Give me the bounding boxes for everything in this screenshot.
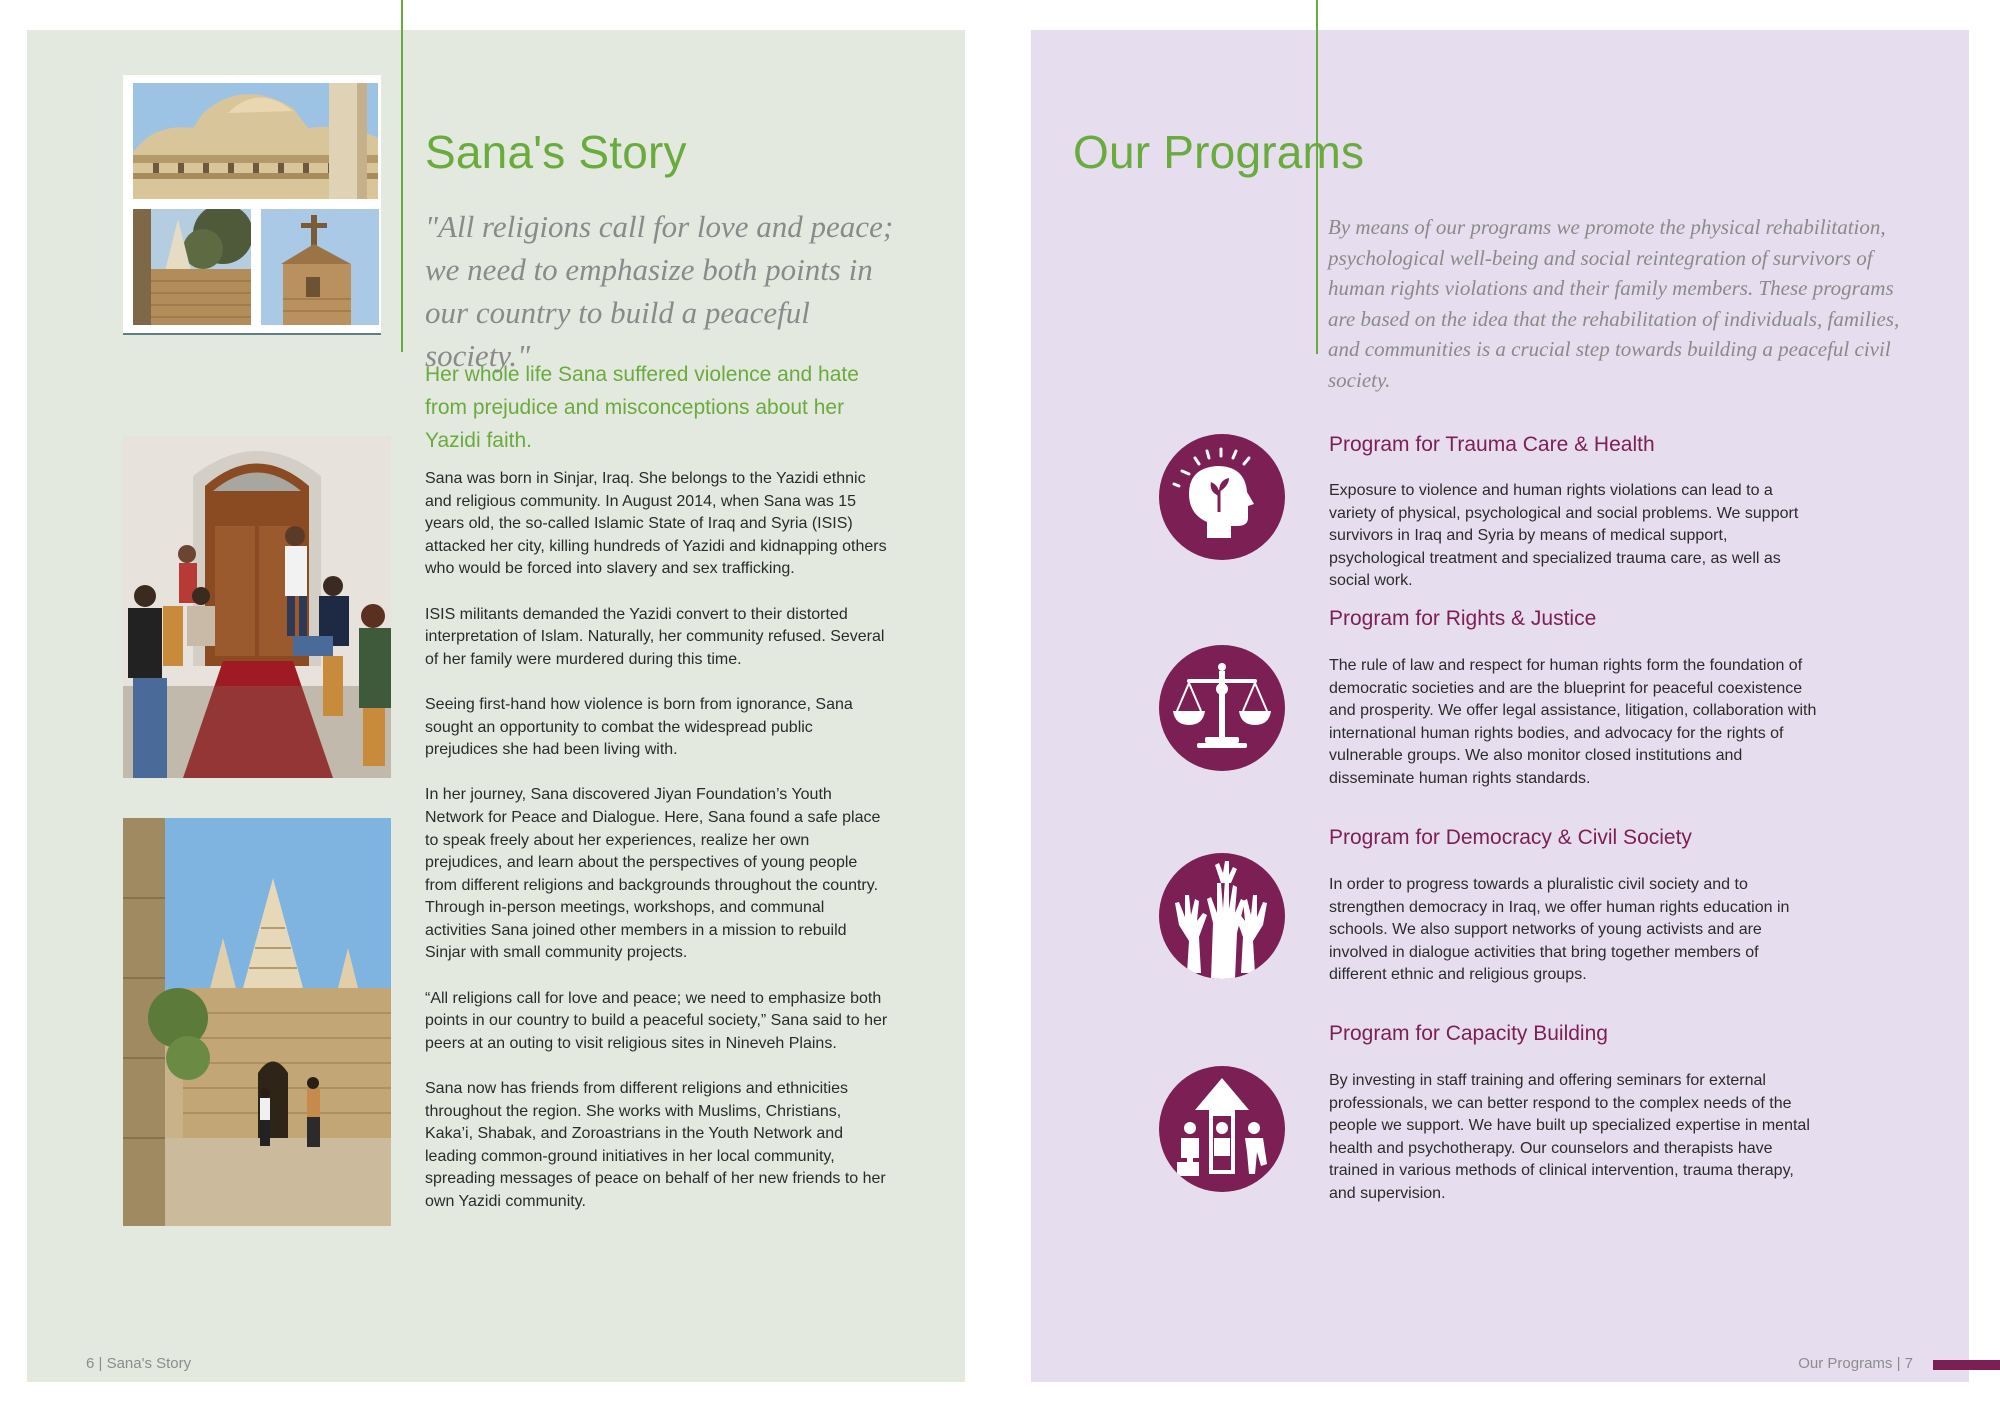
our-programs-title: Our Programs <box>1073 126 1365 178</box>
yazidi-temple-photo <box>123 818 391 1226</box>
head-sprout-icon <box>1159 434 1285 560</box>
program-text-capacity-building: By investing in staff training and offering seminars for external professionals, we can better respond to the complex needs of the people we support. We have built up specialized expertise in mental health and psychotherapy. Our counselors and therapists have trained in various methods of clinical intervention, trauma therapy, and supervision. <box>1329 1072 1810 1202</box>
program-title-capacity-building: Program for Capacity Building <box>1329 1022 1608 1045</box>
mosque-dome-photo <box>133 83 378 199</box>
scales-icon <box>1159 645 1285 771</box>
story-paragraph: Seeing first-hand how violence is born from ignorance, Sana sought an opportunity to combat the widespread public prejudices she had been living with. <box>425 695 853 759</box>
sanas-story-title: Sana's Story <box>425 126 687 178</box>
program-text-rights-justice: The rule of law and respect for human rights form the foundation of democratic societies and are the blueprint for peaceful coexistence and prosperity. We offer legal assistance, litigation, collaboration with international human rights bodies, and advocacy for the rights of vulnerable groups. We also monitor closed institutions and disseminate human rights standards. <box>1329 657 1817 787</box>
story-paragraph: ISIS militants demanded the Yazidi convert to their distorted interpretation of Islam. Naturally, her community refused. Several of her family were murdered during this time. <box>425 605 885 668</box>
story-paragraph: “All religions call for love and peace; we need to emphasize both points in our country to build a peaceful society,” Sana said to her peers at an outing to visit religious sites in Nineveh Plains. <box>425 989 888 1052</box>
left-page-footer: 6 | Sana's Story <box>86 1355 192 1372</box>
program-title-rights-justice: Program for Rights & Justice <box>1329 607 1597 630</box>
program-title-democracy: Program for Democracy & Civil Society <box>1329 826 1692 849</box>
left-divider-line <box>401 0 403 352</box>
program-text-democracy: In order to progress towards a pluralistic civil society and to strengthen democracy in Iraq, we offer human rights education in schools. We also support networks of young activists and are involved in dialogue activities that bring together members of different ethnic and religious groups. <box>1329 876 1790 984</box>
footer-accent-bar <box>1933 1360 2000 1370</box>
program-text-trauma-care: Exposure to violence and human rights violations can lead to a variety of physical, psychological and social problems. We support survivors in Iraq and Syria by means of medical support, psychological treatment and specialized trauma care, as well as social work. <box>1329 482 1799 590</box>
story-paragraph: In her journey, Sana discovered Jiyan Foundation’s Youth Network for Peace and Dialogue. Here, Sana found a safe place to speak freely about her experiences, realize her own prejudices, and learn about the perspectives of young people from different religions and backgrounds throughout the country. Through in-person meetings, workshops, and communal activities Sana joined other members in a mission to rebuild Sinjar with small community projects. <box>425 786 881 962</box>
church-cross-photo <box>261 209 379 325</box>
story-body <box>425 468 890 1236</box>
story-paragraph: Sana was born in Sinjar, Iraq. She belongs to the Yazidi ethnic and religious community. In August 2014, when Sana was 15 years old, the so-called Islamic State of Iraq and Syria (ISIS) attacked her city, killing hundreds of Yazidi and kidnapping others who would be forced into slavery and sex trafficking. <box>425 470 887 578</box>
story-pull-quote: "All religions call for love and peace; we need to emphasize both points in our country to build a peaceful society." <box>425 209 894 373</box>
story-paragraph: Sana now has friends from different religions and ethnicities throughout the region. She works with Muslims, Christians, Kaka’i, Shabak, and Zoroastrians in the Youth Network and leading common-ground initiatives in her local community, spreading messages of peace on behalf of her new friends to her own Yazidi community. <box>425 1080 886 1210</box>
story-lead-text: Her whole life Sana suffered violence and hate from prejudice and misconceptions about her Yazidi faith. <box>425 363 859 452</box>
stone-wall-photo <box>133 209 251 325</box>
raised-hands-icon <box>1159 853 1285 979</box>
program-title-trauma-care: Program for Trauma Care & Health <box>1329 433 1655 456</box>
growth-arrow-icon <box>1159 1066 1285 1192</box>
youth-meeting-photo <box>123 436 391 778</box>
right-page-footer: Our Programs | 7 <box>1798 1355 1913 1372</box>
programs-intro: By means of our programs we promote the physical rehabilitation, psychological well-being and social reintegration of survivors of human rights violations and their family members. These programs are based on the idea that the rehabilitation of individuals, families, and communities is a crucial step towards building a peaceful civil society. <box>1328 215 1900 392</box>
